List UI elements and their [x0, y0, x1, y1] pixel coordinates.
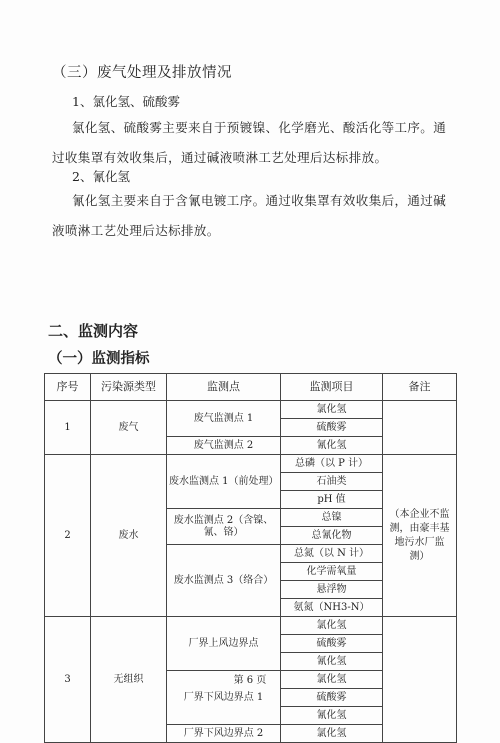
cell-monitor-item: pH 值 — [281, 491, 383, 509]
cell-monitor-item: 氰化氢 — [281, 707, 383, 725]
table-row — [45, 617, 457, 635]
cell-monitor-item: 氰化氢 — [281, 653, 383, 671]
table-header-row — [45, 374, 457, 401]
section-heading-waste-gas: （三）废气处理及排放情况 — [52, 65, 232, 81]
cell-monitor-item: 氯化氢 — [281, 725, 383, 743]
cell-monitor-point: 厂界下风边界点 2 — [167, 725, 281, 743]
cell-monitor-item: 悬浮物 — [281, 581, 383, 599]
subheading-hcn: 2、氰化氢 — [72, 169, 130, 184]
page-number: 第 6 页 — [233, 675, 267, 686]
cell-monitor-item: 石油类 — [281, 473, 383, 491]
cell-monitor-item: 总磷（以 P 计） — [281, 455, 383, 473]
header-monitor-item: 监测项目 — [281, 374, 383, 401]
cell-source-type: 无组织 — [91, 617, 167, 743]
cell-source-type: 废水 — [91, 455, 167, 617]
cell-monitor-item: 硫酸雾 — [281, 635, 383, 653]
cell-monitor-point: 废水监测点 2（含镍、氰、铬） — [167, 509, 281, 545]
cell-monitor-item: 氯化氢 — [281, 617, 383, 635]
cell-monitor-item: 氯化氢 — [281, 401, 383, 419]
cell-monitor-point: 废水监测点 3（络合） — [167, 545, 281, 617]
table-row — [45, 455, 457, 473]
cell-remark-note: （本企业不监测，由豪丰基地污水厂监测） — [383, 455, 457, 617]
header-monitor-point: 监测点 — [167, 374, 281, 401]
section-heading-monitoring: 二、监测内容 — [48, 322, 139, 340]
cell-remark — [383, 401, 457, 455]
cell-source-type: 废气 — [91, 401, 167, 455]
cell-monitor-item: 硫酸雾 — [281, 419, 383, 437]
cell-monitor-item: 化学需氧量 — [281, 563, 383, 581]
paragraph-hcn: 氰化氢主要来自于含氰电镀工序。通过收集罩有效收集后，通过碱液喷淋工艺处理后达标排放。 — [52, 193, 447, 238]
subheading-hcl-sulfuric: 1、氯化氢、硫酸雾 — [72, 94, 180, 109]
cell-monitor-item: 总氮（以 N 计） — [281, 545, 383, 563]
cell-monitor-item: 总氰化物 — [281, 527, 383, 545]
cell-monitor-point: 厂界下风边界点 1 — [167, 671, 281, 725]
cell-monitor-item: 氨氮（NH3-N） — [281, 599, 383, 617]
cell-monitor-point: 废水监测点 1（前处理） — [167, 455, 281, 509]
cell-monitor-item: 总镍 — [281, 509, 383, 527]
cell-seq: 2 — [45, 455, 91, 617]
cell-monitor-point: 废气监测点 2 — [167, 437, 281, 455]
cell-monitor-point: 厂界上风边界点 — [167, 617, 281, 671]
cell-seq: 3 — [45, 617, 91, 743]
paragraph-hcl-sulfuric: 氯化氢、硫酸雾主要来自于预镀镍、化学磨光、酸活化等工序。通过收集罩有效收集后，通过碱液喷淋工艺处理后达标排放。 — [52, 120, 447, 165]
cell-monitor-item: 硫酸雾 — [281, 689, 383, 707]
cell-monitor-item: 氯化氢 — [281, 671, 383, 689]
subheading-monitoring-indicators: （一）监测指标 — [48, 351, 150, 367]
header-remark: 备注 — [383, 374, 457, 401]
table-row — [45, 401, 457, 419]
cell-monitor-point: 废气监测点 1 — [167, 401, 281, 437]
cell-seq: 1 — [45, 401, 91, 455]
cell-monitor-item: 氰化氢 — [281, 437, 383, 455]
header-source-type: 污染源类型 — [91, 374, 167, 401]
monitoring-table — [44, 373, 457, 743]
header-seq: 序号 — [45, 374, 91, 401]
